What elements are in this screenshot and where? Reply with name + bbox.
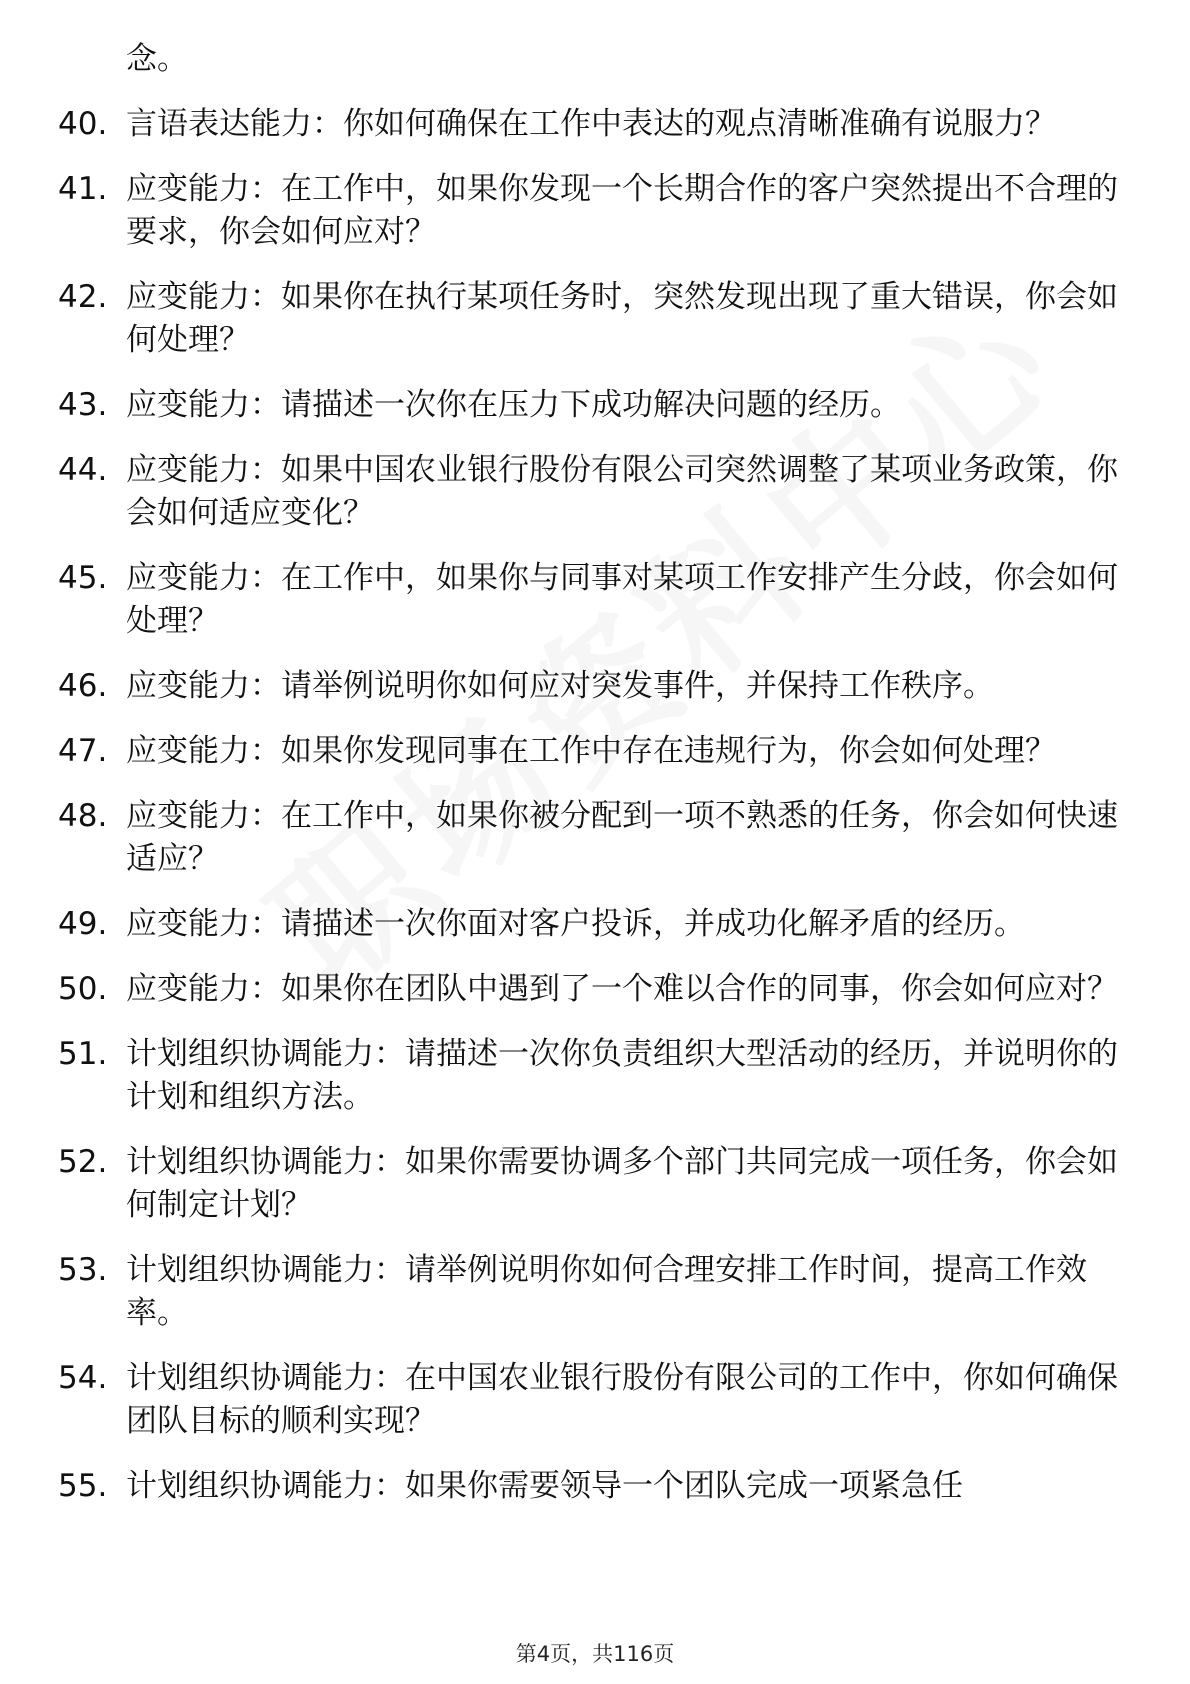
- item-number: 51.: [58, 1036, 108, 1072]
- item-number: 50.: [58, 971, 108, 1007]
- item-number: 42.: [58, 279, 108, 315]
- list-item: [58, 730, 1118, 773]
- list-item: [58, 665, 1118, 708]
- item-text: 应变能力：如果你发现同事在工作中存在违规行为，你会如何处理？: [126, 733, 1056, 769]
- list-item: [58, 276, 1118, 362]
- item-number: 41.: [58, 171, 108, 207]
- item-number: 52.: [58, 1144, 108, 1180]
- list-item: [58, 1357, 1118, 1443]
- item-text: 应变能力：在工作中，如果你与同事对某项工作安排产生分歧，你会如何处理？: [126, 560, 1118, 639]
- item-number: 53.: [58, 1252, 108, 1288]
- question-list: [58, 38, 1118, 1530]
- list-item: [58, 795, 1118, 881]
- item-text: 应变能力：在工作中，如果你被分配到一项不熟悉的任务，你会如何快速适应？: [126, 798, 1118, 877]
- item-number: 49.: [58, 906, 108, 942]
- item-text: 应变能力：在工作中，如果你发现一个长期合作的客户突然提出不合理的要求，你会如何应对？: [126, 171, 1118, 250]
- item-text: 应变能力：如果你在执行某项任务时，突然发现出现了重大错误，你会如何处理？: [126, 279, 1118, 358]
- item-text: 应变能力：请举例说明你如何应对突发事件，并保持工作秩序。: [126, 668, 994, 704]
- list-item: [58, 557, 1118, 643]
- item-number: 45.: [58, 560, 108, 596]
- list-item: [58, 1141, 1118, 1227]
- item-text: 应变能力：请描述一次你在压力下成功解决问题的经历。: [126, 387, 901, 423]
- list-item: [58, 1249, 1118, 1335]
- item-number: 46.: [58, 668, 108, 704]
- item-number: 48.: [58, 798, 108, 834]
- item-number: 55.: [58, 1468, 108, 1504]
- list-item: [58, 168, 1118, 254]
- list-item: [58, 384, 1118, 427]
- item-text: 计划组织协调能力：如果你需要协调多个部门共同完成一项任务，你会如何制定计划？: [126, 1144, 1118, 1223]
- item-text: 计划组织协调能力：如果你需要领导一个团队完成一项紧急任: [126, 1468, 963, 1504]
- item-text: 应变能力：请描述一次你面对客户投诉，并成功化解矛盾的经历。: [126, 906, 1025, 942]
- list-item: [58, 449, 1118, 535]
- item-number: 44.: [58, 452, 108, 488]
- item-number: 40.: [58, 106, 108, 142]
- list-item: [58, 1033, 1118, 1119]
- item-text: 应变能力：如果中国农业银行股份有限公司突然调整了某项业务政策，你会如何适应变化？: [126, 452, 1118, 531]
- item-number: 47.: [58, 733, 108, 769]
- item-text: 计划组织协调能力：在中国农业银行股份有限公司的工作中，你如何确保团队目标的顺利实现？: [126, 1360, 1118, 1439]
- list-item: [58, 103, 1118, 146]
- continuation-text: 念。: [126, 41, 188, 77]
- item-text: 计划组织协调能力：请描述一次你负责组织大型活动的经历，并说明你的计划和组织方法。: [126, 1036, 1118, 1115]
- item-text: 计划组织协调能力：请举例说明你如何合理安排工作时间，提高工作效率。: [126, 1252, 1087, 1331]
- list-item: [58, 968, 1118, 1011]
- page-footer: 第4页，共116页: [515, 1642, 675, 1666]
- list-item: [58, 1465, 1118, 1508]
- item-number: 43.: [58, 387, 108, 423]
- list-item: [58, 903, 1118, 946]
- item-text: 言语表达能力：你如何确保在工作中表达的观点清晰准确有说服力？: [126, 106, 1056, 142]
- item-number: 54.: [58, 1360, 108, 1396]
- item-text: 应变能力：如果你在团队中遇到了一个难以合作的同事，你会如何应对？: [126, 971, 1118, 1007]
